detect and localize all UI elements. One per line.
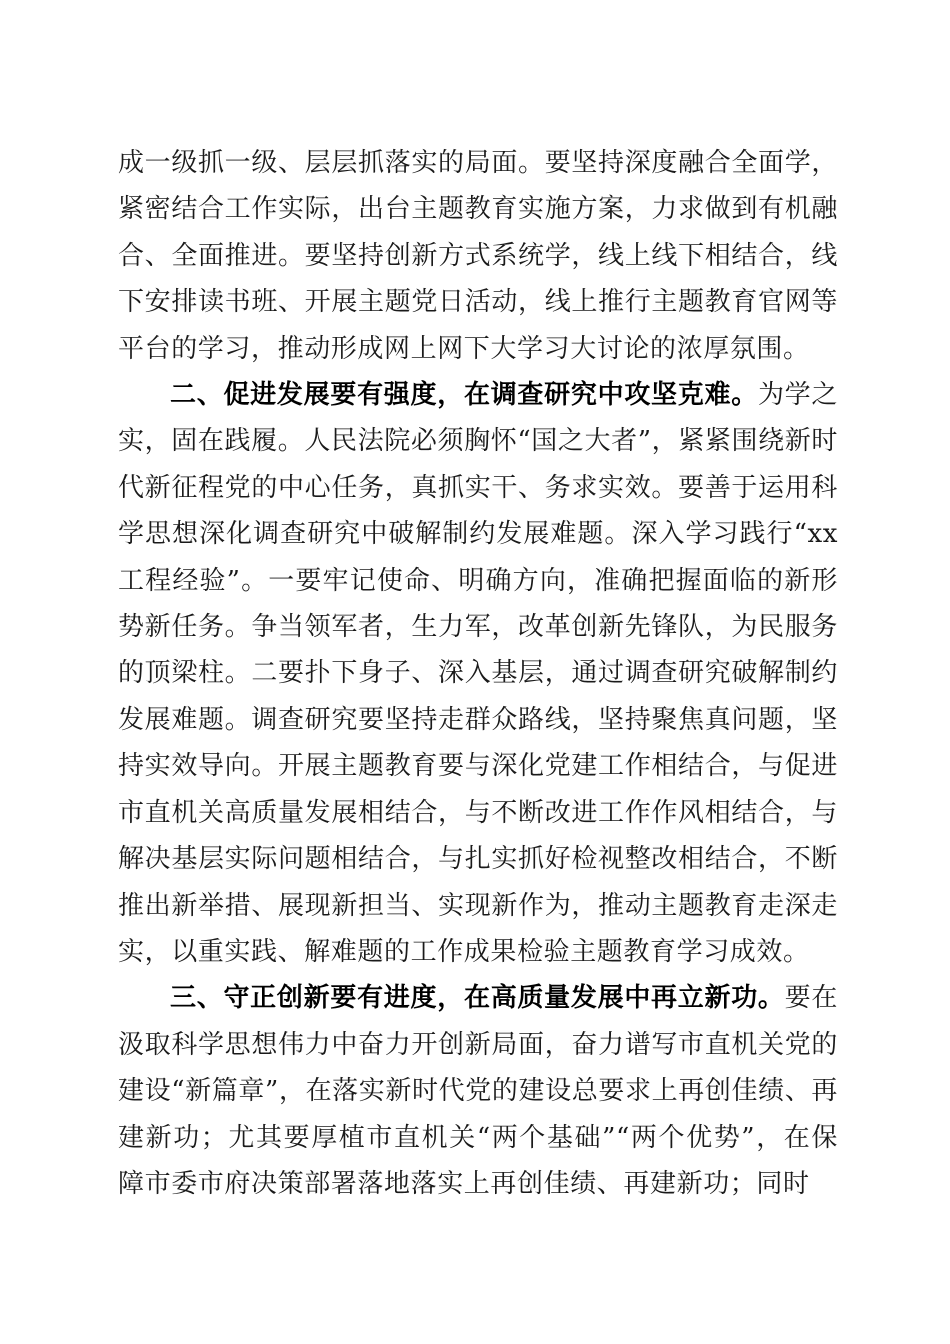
paragraph-section-two (118, 372, 838, 975)
section-heading-three: 三、守正创新要有进度，在高质量发展中再立新功。 (170, 983, 785, 1014)
paragraph-text: 为学之实，固在践履。人民法院必须胸怀“国之大者”，紧紧围绕新时代新征程党的中心任务，真抓实干、务求实效。要善于运用科学思想深化调查研究中破解制约发展难题。深入学习践行“xx工程经验”。一要牢记使命、明确方向，准确把握面临的新形势新任务。争当领军者，生力军，改革创新先锋队，为民服务的顶梁柱。二要扑下身子、深入基层，通过调查研究破解制约发展难题。调查研究要坚持走群众路线，坚持聚焦真问题，坚持实效导向。开展主题教育要与深化党建工作相结合，与促进市直机关高质量发展相结合，与不断改进工作作风相结合，与解决基层实际问题相结合，与扎实抓好检视整改相结合，不断推出新举措、展现新担当、实现新作为，推动主题教育走深走实，以重实践、解难题的工作成果检验主题教育学习成效。 (118, 380, 838, 967)
document-page (118, 140, 838, 1207)
section-heading-two: 二、促进发展要有强度，在调查研究中攻坚克难。 (170, 380, 758, 411)
paragraph-text: 要在汲取科学思想伟力中奋力开创新局面，奋力谱写市直机关党的建设“新篇章”，在落实新时代党的建设总要求上再创佳绩、再建新功；尤其要厚植市直机关“两个基础”“两个优势”，在保障市委市府决策部署落地落实上再创佳绩、再建新功；同时 (118, 983, 838, 1199)
paragraph-text: 成一级抓一级、层层抓落实的局面。要坚持深度融合全面学，紧密结合工作实际，出台主题教育实施方案，力求做到有机融合、全面推进。要坚持创新方式系统学，线上线下相结合，线下安排读书班、开展主题党日活动，线上推行主题教育官网等平台的学习，推动形成网上网下大学习大讨论的浓厚氛围。 (118, 148, 838, 364)
paragraph-section-three (118, 975, 838, 1207)
paragraph-continued (118, 140, 838, 372)
